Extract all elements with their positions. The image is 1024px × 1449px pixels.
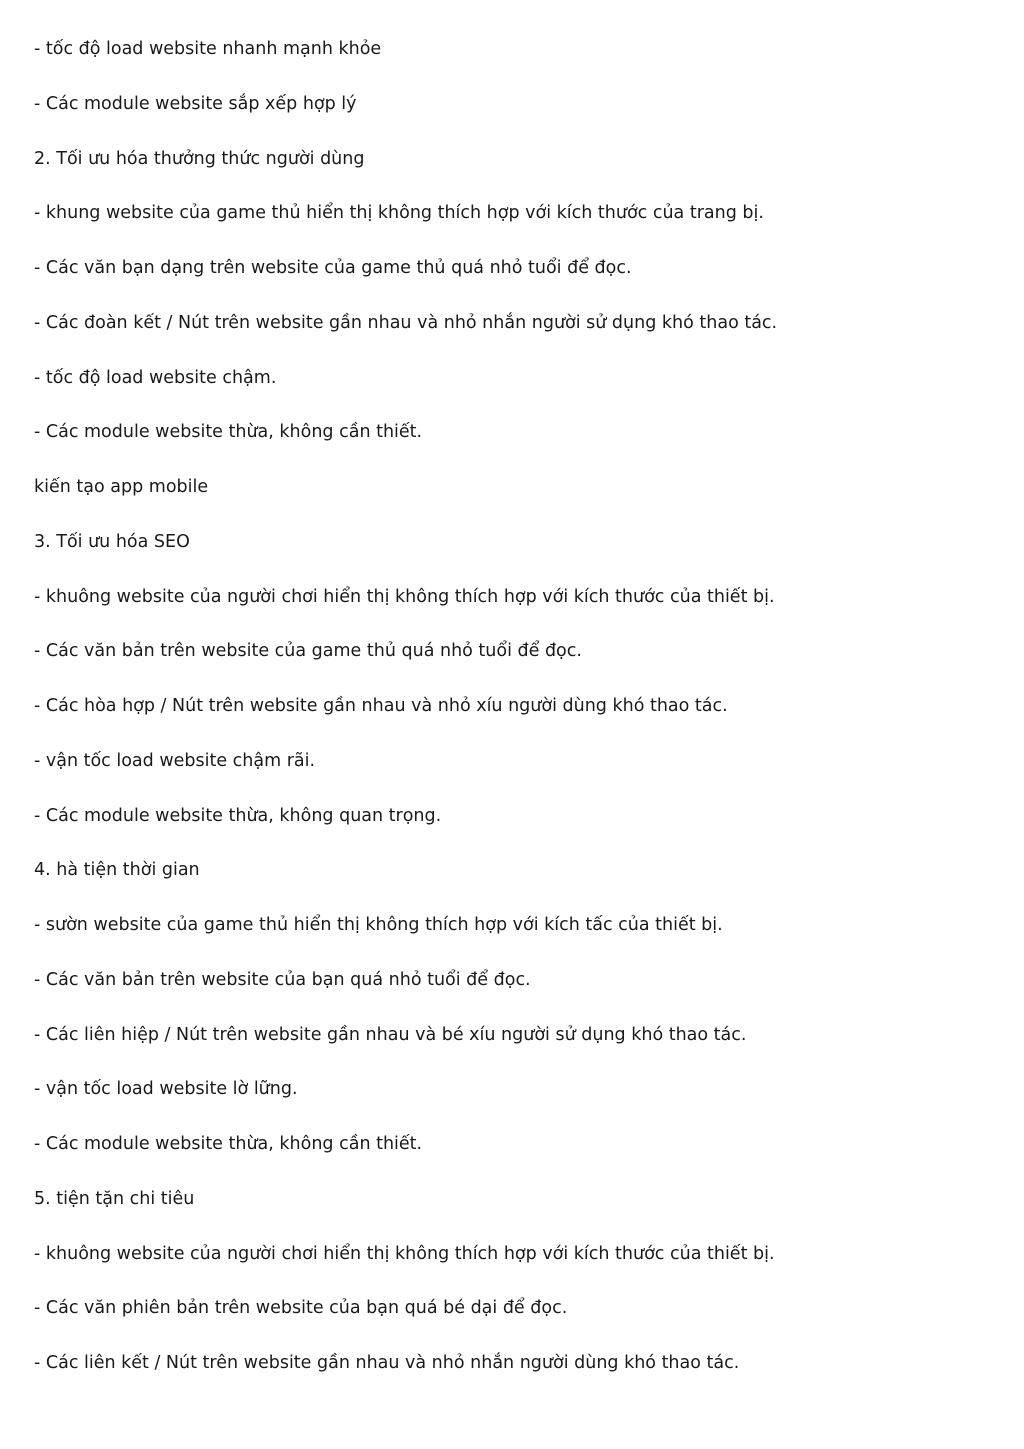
text-line: - Các liên kết / Nút trên website gần nhau và nhỏ nhắn người dùng khó thao tác. [34, 1353, 740, 1373]
text-line: - Các liên hiệp / Nút trên website gần nhau và bé xíu người sử dụng khó thao tác. [34, 1024, 747, 1045]
text-line: - Các module website thừa, không quan trọng. [34, 805, 442, 826]
text-line: - sườn website của game thủ hiển thị không thích hợp với kích tấc của thiết bị. [34, 915, 723, 935]
text-line: - tốc độ load website nhanh mạnh khỏe [34, 39, 382, 59]
text-line: - khuông website của người chơi hiển thị không thích hợp với kích thước của thiết bị. [34, 1243, 775, 1264]
text-line: - Các văn bản trên website của game thủ quá nhỏ tuổi để đọc. [34, 641, 582, 662]
text-line: - vận tốc load website lờ lững. [34, 1079, 298, 1100]
text-line: - Các đoàn kết / Nút trên website gần nhau và nhỏ nhắn người sử dụng khó thao tác. [34, 312, 778, 333]
document-text-lines [34, 37, 994, 1406]
text-line: kiến tạo app mobile [34, 477, 209, 497]
text-line: - Các văn bạn dạng trên website của game thủ quá nhỏ tuổi để đọc. [34, 258, 632, 278]
section-heading: 5. tiện tặn chi tiêu [34, 1188, 195, 1209]
section-heading: 2. Tối ưu hóa thưởng thức người dùng [34, 148, 365, 169]
text-line: - khung website của game thủ hiển thị không thích hợp với kích thước của trang bị. [34, 203, 764, 224]
text-line: - tốc độ load website chậm. [34, 367, 277, 388]
text-line: - khuông website của người chơi hiển thị không thích hợp với kích thước của thiết bị. [34, 586, 775, 607]
section-heading: 4. hà tiện thời gian [34, 860, 200, 881]
text-line: - Các module website sắp xếp hợp lý [34, 93, 357, 114]
text-line: - Các hòa hợp / Nút trên website gần nhau và nhỏ xíu người dùng khó thao tác. [34, 696, 728, 716]
text-line: - Các module website thừa, không cần thiết. [34, 422, 423, 443]
text-line: - Các văn bản trên website của bạn quá nhỏ tuổi để đọc. [34, 969, 531, 990]
text-line: - vận tốc load website chậm rãi. [34, 750, 316, 771]
text-line: - Các văn phiên bản trên website của bạn quá bé dại để đọc. [34, 1298, 568, 1319]
text-line: - Các module website thừa, không cần thiết. [34, 1134, 423, 1154]
section-heading: 3. Tối ưu hóa SEO [34, 531, 190, 552]
